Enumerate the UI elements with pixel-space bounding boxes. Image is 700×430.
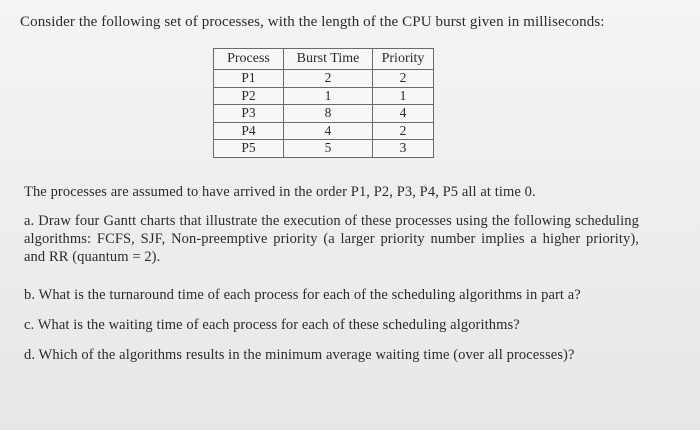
header-process: Process [214,49,284,70]
cell-burst-time: 4 [284,122,373,140]
table-row [214,70,434,88]
cell-burst-time: 1 [284,87,373,105]
cell-process: P2 [214,87,284,105]
cell-priority: 1 [373,87,434,105]
header-priority: Priority [373,49,434,70]
cell-process: P4 [214,122,284,140]
cell-priority: 2 [373,122,434,140]
cell-process: P3 [214,105,284,123]
cell-process: P1 [214,70,284,88]
table-row [214,122,434,140]
cell-process: P5 [214,140,284,158]
intro-text: Consider the following set of processes, with the length of the CPU burst given in milliseconds: [20,14,605,30]
question-d: d. Which of the algorithms results in the minimum average waiting time (over all processes)? [24,347,575,363]
question-b: b. What is the turnaround time of each process for each of the scheduling algorithms in part a? [24,287,581,303]
table-row [214,140,434,158]
cell-burst-time: 5 [284,140,373,158]
question-a: a. Draw four Gantt charts that illustrate the execution of these processes using the following scheduling algorithms: FCFS, SJF, Non-preemptive priority (a larger priority number implies a higher priority), and RR (quantum = 2). [24,213,639,265]
cell-burst-time: 8 [284,105,373,123]
cell-priority: 2 [373,70,434,88]
question-c: c. What is the waiting time of each process for each of these scheduling algorithms? [24,317,520,333]
header-burst-time: Burst Time [284,49,373,70]
cell-burst-time: 2 [284,70,373,88]
cell-priority: 4 [373,105,434,123]
arrival-note: The processes are assumed to have arrived in the order P1, P2, P3, P4, P5 all at time 0. [24,184,536,200]
table-row [214,87,434,105]
table-header-row [214,49,434,70]
process-table [213,48,434,158]
table-row [214,105,434,123]
cell-priority: 3 [373,140,434,158]
